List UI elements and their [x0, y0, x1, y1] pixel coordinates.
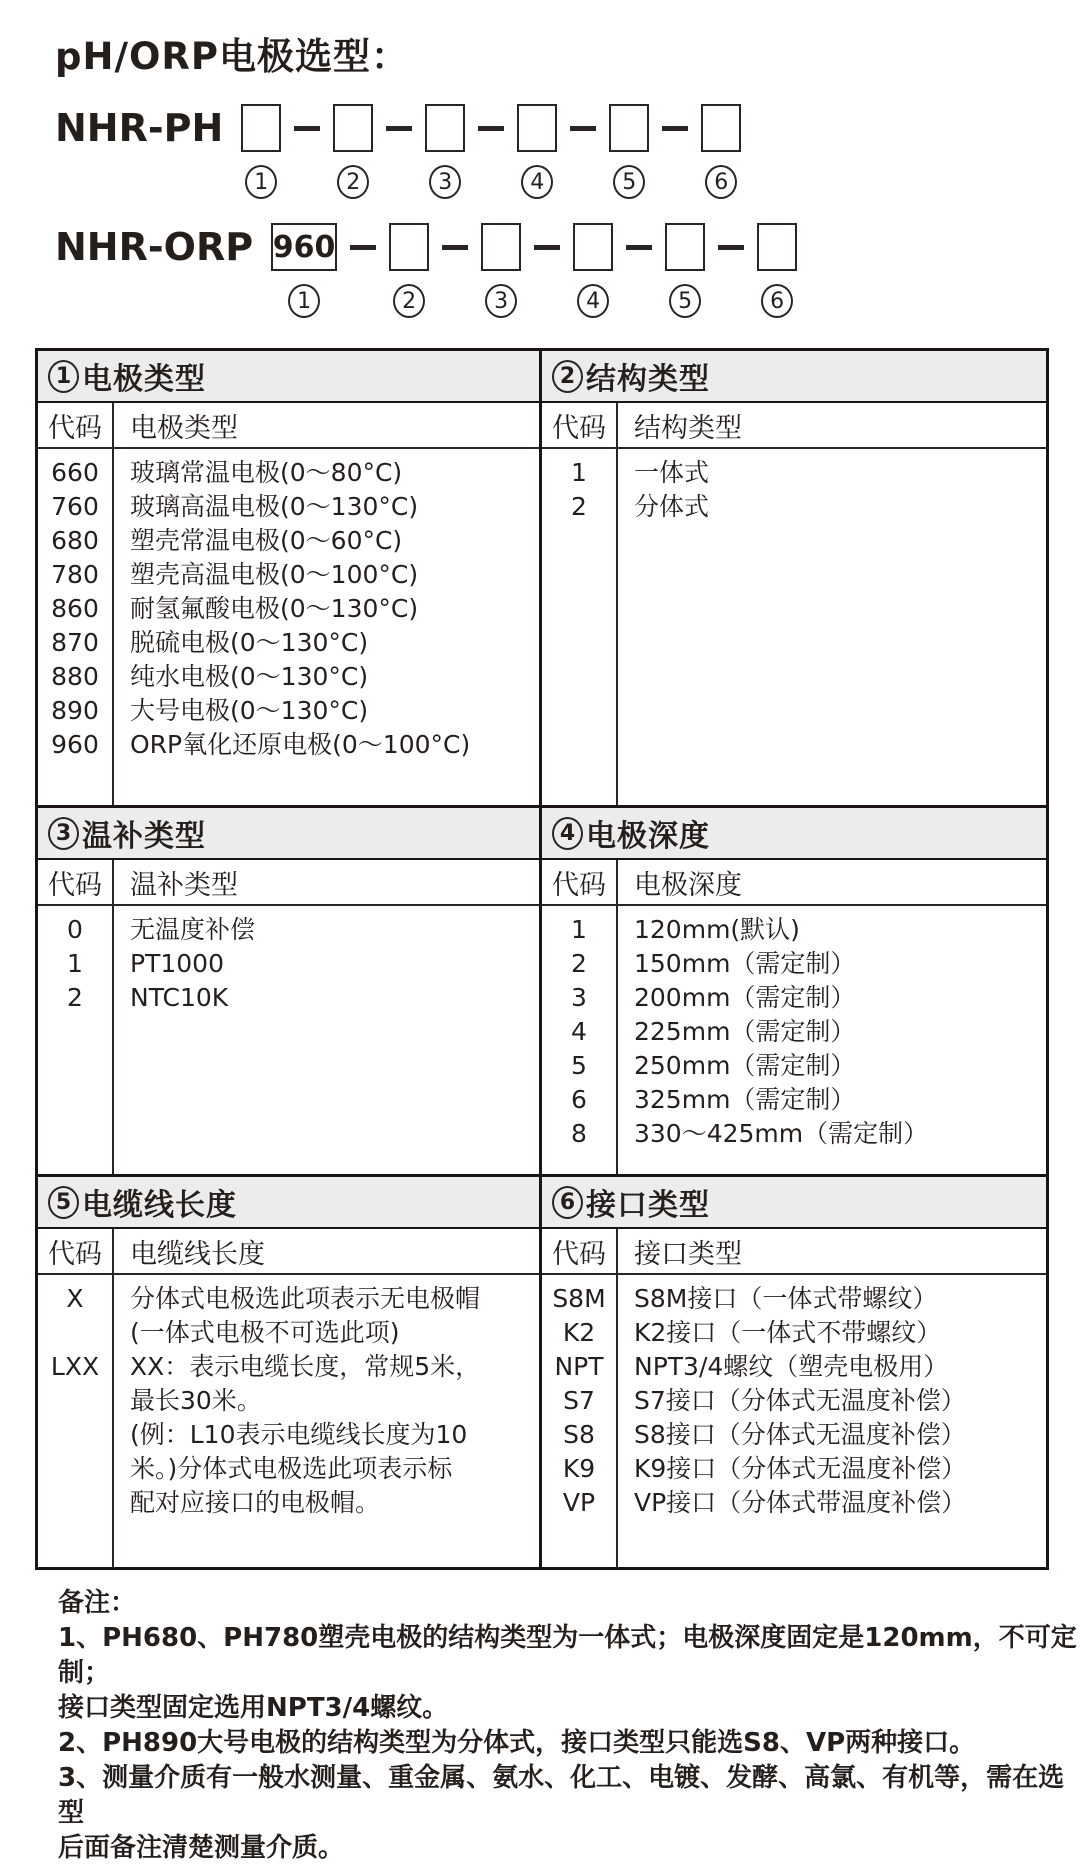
model-slot [425, 104, 465, 199]
code-cell: 2 [571, 949, 587, 978]
column-header-cell: 电极类型 [130, 412, 238, 444]
section-rows [38, 1275, 539, 1567]
desc-cell [618, 1015, 1046, 1049]
selection-table [35, 348, 1049, 1570]
dash-separator [534, 245, 560, 250]
dash-separator [662, 126, 688, 131]
desc-line: 最长30米。 [130, 1386, 262, 1415]
column-header-row [38, 403, 539, 449]
desc-line: 米。)分体式电极选此项表示标 [130, 1454, 453, 1483]
code-cell: S8M [552, 1284, 606, 1313]
section-number-circle: 4 [552, 817, 583, 850]
code-cell: 1 [571, 915, 587, 944]
model-code-box-empty [425, 104, 465, 152]
code-cell: 6 [571, 1085, 587, 1114]
desc-column [114, 906, 539, 1174]
desc-line: 150mm（需定制） [634, 949, 856, 978]
desc-line: ORP氧化还原电极(0～100°C) [130, 730, 471, 759]
desc-cell [618, 981, 1046, 1015]
table-section-2 [542, 351, 1046, 805]
desc-line: 分体式 [634, 492, 710, 521]
code-cell: VP [562, 1488, 596, 1517]
code-cell: 880 [51, 662, 99, 691]
desc-cell [114, 592, 539, 626]
model-code-box-empty [609, 104, 649, 152]
code-column [542, 449, 618, 805]
model-code-box-empty [481, 223, 521, 271]
model-code-box-empty [241, 104, 281, 152]
code-cell: NPT [554, 1352, 604, 1381]
column-header-cell: 电缆线长度 [130, 1238, 265, 1270]
code-cell: K9 [562, 1454, 596, 1483]
desc-line: VP接口（分体式带温度补偿） [634, 1488, 967, 1517]
section-rows [542, 906, 1046, 1174]
desc-line: 塑壳常温电极(0～60°C) [130, 526, 403, 555]
section-title: 结构类型 [586, 362, 710, 397]
desc-line: 耐氢氟酸电极(0～130°C) [130, 594, 419, 623]
position-number-circle: 1 [245, 165, 277, 199]
code-cell: 960 [51, 730, 99, 759]
desc-cell [114, 1350, 539, 1520]
desc-line: 塑壳高温电极(0～100°C) [130, 560, 419, 589]
dash-separator [718, 245, 744, 250]
desc-cell [618, 1049, 1046, 1083]
note-line: 1、PH680、PH780塑壳电极的结构类型为一体式；电极深度固定是120mm，不可定制； [58, 1623, 1077, 1688]
model-slot [333, 104, 373, 199]
code-cell: 890 [51, 696, 99, 725]
model-code-box-empty [701, 104, 741, 152]
table-section-3 [38, 805, 542, 1174]
desc-cell [618, 913, 1046, 947]
desc-line: 325mm（需定制） [634, 1085, 856, 1114]
column-header-row [38, 860, 539, 906]
model-row [55, 223, 1080, 318]
model-slot [241, 104, 281, 199]
desc-line: S7接口（分体式无温度补偿） [634, 1386, 966, 1415]
model-code-box-empty [757, 223, 797, 271]
code-header-cell: 代码 [38, 1229, 114, 1273]
desc-line: K9接口（分体式无温度补偿） [634, 1454, 967, 1483]
desc-cell [114, 558, 539, 592]
desc-cell [618, 456, 1046, 490]
desc-line: PT1000 [130, 949, 224, 978]
desc-line: NTC10K [130, 983, 229, 1012]
section-header [38, 1177, 539, 1229]
code-cell: LXX [50, 1352, 100, 1381]
model-row [55, 104, 1080, 199]
desc-cell [618, 1384, 1046, 1418]
desc-line: 200mm（需定制） [634, 983, 856, 1012]
desc-cell [618, 1486, 1046, 1520]
desc-cell [114, 1282, 539, 1350]
desc-line: 玻璃高温电极(0～130°C) [130, 492, 419, 521]
model-slot [517, 104, 557, 199]
desc-cell [114, 913, 539, 947]
column-header-cell: 结构类型 [634, 412, 742, 444]
code-cell: 8 [571, 1119, 587, 1148]
code-cell: 780 [51, 560, 99, 589]
section-number-circle: 5 [48, 1186, 79, 1219]
desc-cell [114, 490, 539, 524]
model-slot [757, 223, 797, 318]
position-number-circle: 2 [393, 284, 425, 318]
desc-line: 配对应接口的电极帽。 [130, 1488, 381, 1517]
dash-separator [294, 126, 320, 131]
note-line: 3、测量介质有一般水测量、重金属、氨水、化工、电镀、发酵、高氯、有机等，需在选型 [58, 1763, 1065, 1828]
position-number-circle: 4 [521, 165, 553, 199]
code-cell: 4 [571, 1017, 587, 1046]
column-header-row [542, 860, 1046, 906]
position-number-circle: 2 [337, 165, 369, 199]
position-number-circle: 5 [669, 284, 701, 318]
model-slot [701, 104, 741, 199]
model-code-box-empty [573, 223, 613, 271]
desc-cell [618, 1083, 1046, 1117]
dash-separator [386, 126, 412, 131]
notes-label: 备注： [58, 1588, 137, 1618]
model-slot [573, 223, 613, 318]
note-line: 后面备注清楚测量介质。 [58, 1833, 345, 1863]
model-prefix: NHR-ORP [55, 225, 254, 269]
dash-separator [442, 245, 468, 250]
code-header-cell: 代码 [38, 403, 114, 447]
position-number-circle: 6 [705, 165, 737, 199]
position-number-circle: 3 [485, 284, 517, 318]
code-header-cell: 代码 [542, 1229, 618, 1273]
model-code-box-empty [665, 223, 705, 271]
code-cell: 2 [67, 983, 83, 1012]
desc-line: S8接口（分体式无温度补偿） [634, 1420, 966, 1449]
desc-line: 225mm（需定制） [634, 1017, 856, 1046]
notes [58, 1586, 1080, 1866]
desc-cell [618, 947, 1046, 981]
section-title: 接口类型 [586, 1188, 710, 1223]
code-header-cell: 代码 [38, 860, 114, 904]
code-cell: 5 [571, 1051, 587, 1080]
code-cell: 760 [51, 492, 99, 521]
dash-separator [478, 126, 504, 131]
model-number-diagram [0, 104, 1080, 318]
desc-cell [618, 490, 1046, 524]
section-header [38, 351, 539, 403]
code-cell: K2 [562, 1318, 596, 1347]
table-section-4 [542, 805, 1046, 1174]
desc-cell [114, 524, 539, 558]
desc-line: XX：表示电缆长度，常规5米， [130, 1352, 481, 1381]
column-header-cell: 接口类型 [634, 1238, 742, 1270]
model-slot [389, 223, 429, 318]
desc-line: (例：L10表示电缆线长度为10 [130, 1420, 468, 1449]
desc-cell [114, 981, 539, 1015]
desc-line: S8M接口（一体式带螺纹） [634, 1284, 938, 1313]
code-header-cell: 代码 [542, 403, 618, 447]
desc-column [114, 1275, 539, 1567]
page-title: pH/ORP电极选型： [55, 35, 410, 78]
table-section-6 [542, 1174, 1046, 1567]
desc-column [618, 1275, 1046, 1567]
code-column [38, 1275, 114, 1567]
section-rows [542, 1275, 1046, 1567]
code-column [542, 906, 618, 1174]
desc-line: 分体式电极选此项表示无电极帽 [130, 1284, 481, 1313]
desc-cell [618, 1350, 1046, 1384]
position-number-circle: 5 [613, 165, 645, 199]
desc-line: 脱硫电极(0～130°C) [130, 628, 369, 657]
column-header-row [38, 1229, 539, 1275]
code-cell: 1 [571, 458, 587, 487]
desc-cell [114, 728, 539, 762]
section-header [38, 808, 539, 860]
dash-separator [350, 245, 376, 250]
position-number-circle: 3 [429, 165, 461, 199]
code-cell: 3 [571, 983, 587, 1012]
section-rows [38, 906, 539, 1174]
desc-line: 无温度补偿 [130, 915, 256, 944]
model-slot [665, 223, 705, 318]
model-code-box-empty [333, 104, 373, 152]
desc-cell [618, 1452, 1046, 1486]
dash-separator [626, 245, 652, 250]
section-header [542, 1177, 1046, 1229]
desc-line: 120mm(默认) [634, 915, 800, 944]
model-code-box-empty [517, 104, 557, 152]
position-number-circle: 6 [761, 284, 793, 318]
desc-line: (一体式电极不可选此项) [130, 1318, 400, 1347]
section-number-circle: 1 [48, 360, 79, 393]
desc-cell [618, 1316, 1046, 1350]
code-column [38, 449, 114, 805]
desc-line: 一体式 [634, 458, 710, 487]
desc-cell [114, 456, 539, 490]
desc-cell [114, 694, 539, 728]
code-cell: S8 [563, 1420, 595, 1449]
code-cell: X [66, 1284, 84, 1313]
section-rows [542, 449, 1046, 805]
desc-cell [114, 947, 539, 981]
code-cell: 0 [67, 915, 83, 944]
section-title: 电极深度 [586, 819, 710, 854]
desc-column [114, 449, 539, 805]
model-code-box-filled: 960 [271, 223, 337, 271]
column-header-row [542, 403, 1046, 449]
model-prefix: NHR-PH [55, 106, 224, 150]
model-code-box-empty [389, 223, 429, 271]
table-section-1 [38, 351, 542, 805]
section-header [542, 351, 1046, 403]
section-title: 温补类型 [82, 819, 206, 854]
column-header-cell: 电极深度 [634, 869, 742, 901]
section-title: 电缆线长度 [82, 1188, 237, 1223]
desc-cell [618, 1117, 1046, 1151]
model-slot [481, 223, 521, 318]
model-slot [271, 223, 337, 318]
desc-cell [618, 1282, 1046, 1316]
table-section-5 [38, 1174, 542, 1567]
code-cell: 1 [67, 949, 83, 978]
desc-cell [618, 1418, 1046, 1452]
desc-column [618, 906, 1046, 1174]
desc-line: 330～425mm（需定制） [634, 1119, 929, 1148]
code-cell: 860 [51, 594, 99, 623]
note-line: 2、PH890大号电极的结构类型为分体式，接口类型只能选S8、VP两种接口。 [58, 1728, 976, 1758]
column-header-cell: 温补类型 [130, 869, 238, 901]
desc-line: 250mm（需定制） [634, 1051, 856, 1080]
code-column [542, 1275, 618, 1567]
note-line: 接口类型固定选用NPT3/4螺纹。 [58, 1693, 449, 1723]
code-cell: 2 [571, 492, 587, 521]
code-cell: S7 [563, 1386, 595, 1415]
desc-line: NPT3/4螺纹（塑壳电极用） [634, 1352, 949, 1381]
code-cell: 870 [51, 628, 99, 657]
desc-cell [114, 626, 539, 660]
section-number-circle: 6 [552, 1186, 583, 1219]
column-header-row [542, 1229, 1046, 1275]
section-number-circle: 3 [48, 817, 79, 850]
desc-line: 纯水电极(0～130°C) [130, 662, 369, 691]
section-header [542, 808, 1046, 860]
dash-separator [570, 126, 596, 131]
code-cell: 660 [51, 458, 99, 487]
desc-line: 玻璃常温电极(0～80°C) [130, 458, 403, 487]
code-header-cell: 代码 [542, 860, 618, 904]
position-number-circle: 1 [288, 284, 320, 318]
position-number-circle: 4 [577, 284, 609, 318]
code-column [38, 906, 114, 1174]
section-title: 电极类型 [82, 362, 206, 397]
code-cell: 680 [51, 526, 99, 555]
desc-line: 大号电极(0～130°C) [130, 696, 369, 725]
desc-cell [114, 660, 539, 694]
model-slot [609, 104, 649, 199]
desc-line: K2接口（一体式不带螺纹） [634, 1318, 942, 1347]
section-number-circle: 2 [552, 360, 583, 393]
desc-column [618, 449, 1046, 805]
section-rows [38, 449, 539, 805]
